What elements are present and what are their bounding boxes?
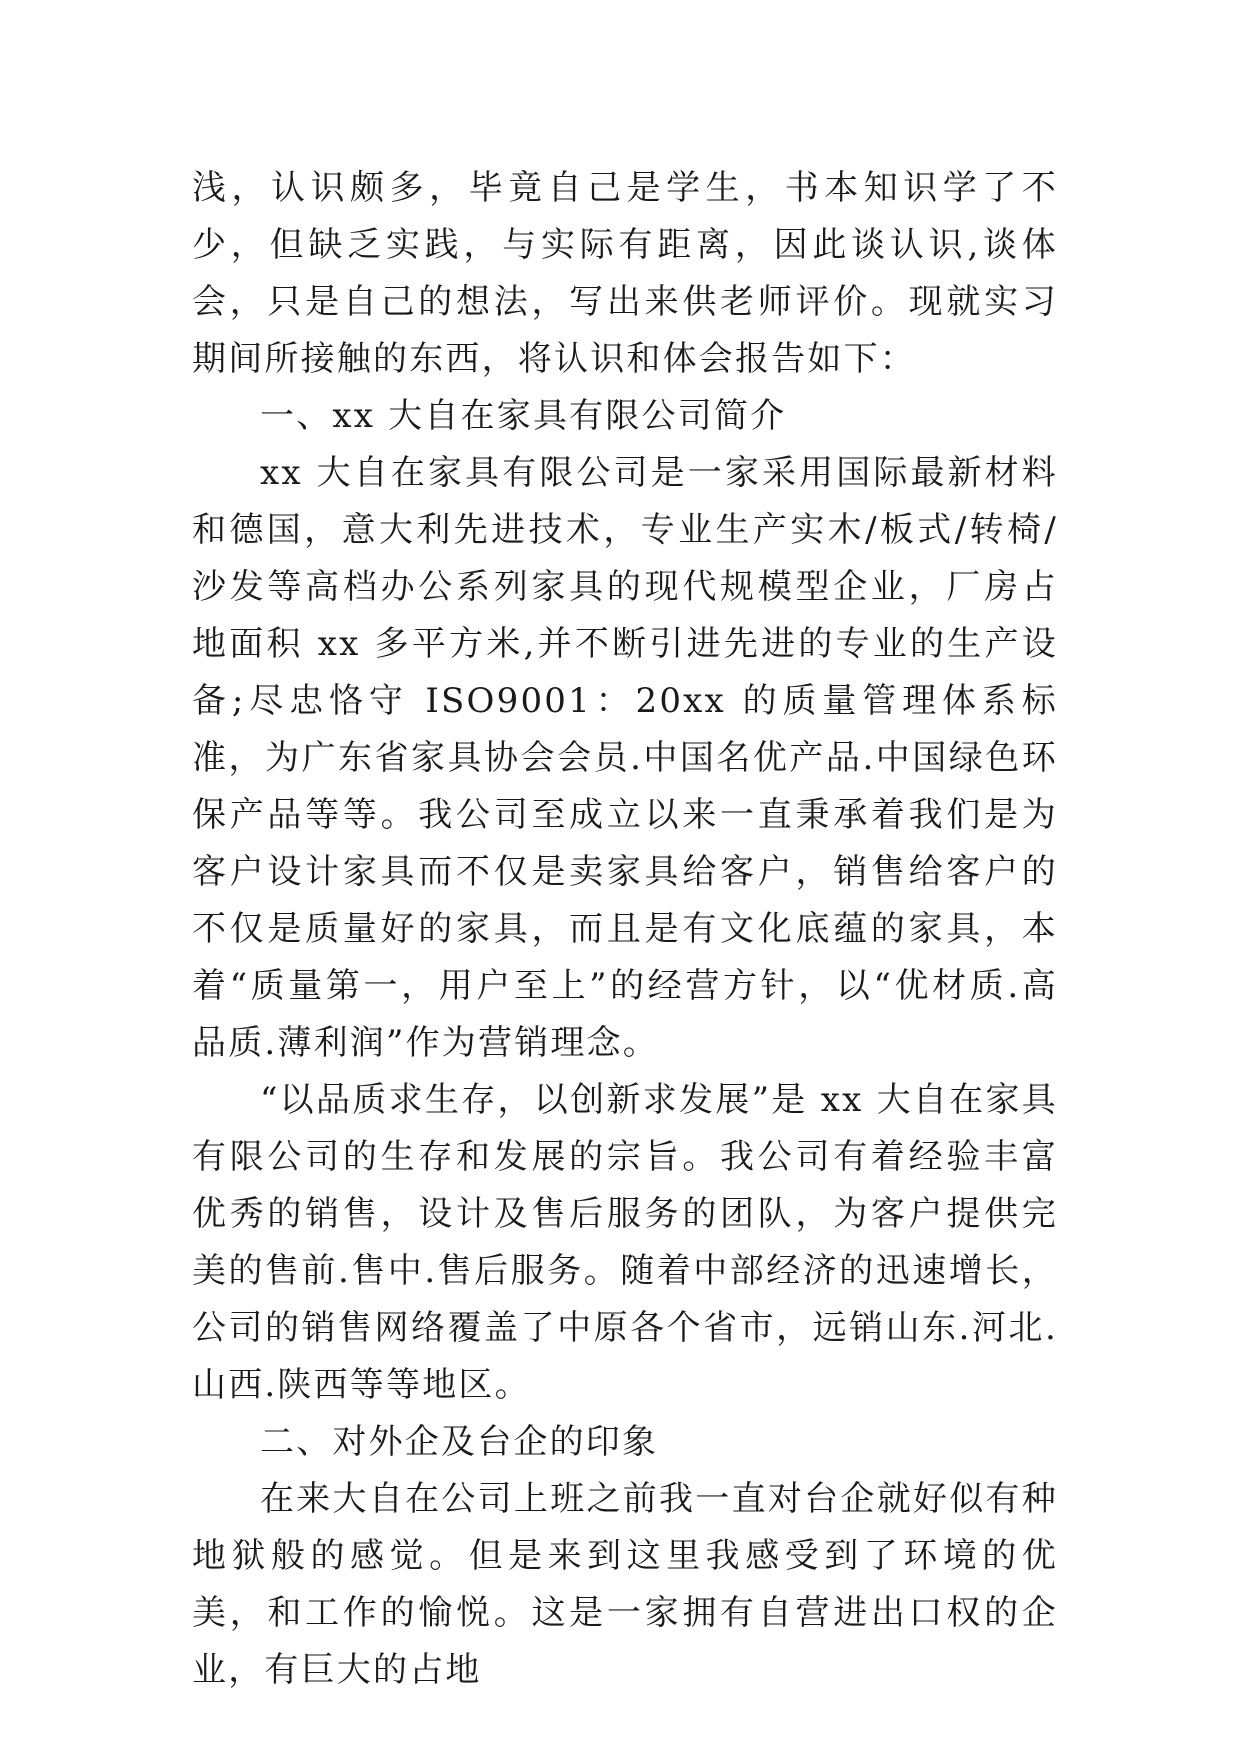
paragraph-company-intro: xx 大自在家具有限公司是一家采用国际最新材料和德国，意大利先进技术，专业生产实木/板式/转椅/沙发等高档办公系列家具的现代规模型企业，厂房占地面积 xx 多平方米,并不断引进先进的专业的生产设备;尽忠恪守 ISO9001：20xx 的质量管理体系标准，为广东省家具协会会员.中国名优产品.中国绿色环保产品等等。我公司至成立以来一直秉承着我们是为客户设计家具而不仅是卖家具给客户，销售给客户的不仅是质量好的家具，而且是有文化底蕴的家具，本着“质量第一，用户至上”的经营方针，以“优材质.高品质.薄利润”作为营销理念。 xyxy=(192,453,1058,1063)
document-body xyxy=(192,160,1058,1699)
paragraph-impression: 在来大自在公司上班之前我一直对台企就好似有种地狱般的感觉。但是来到这里我感受到了环境的优美，和工作的愉悦。这是一家拥有自营进出口权的企业，有巨大的占地 xyxy=(192,1479,1058,1690)
section-heading-1: 一、xx 大自在家具有限公司简介 xyxy=(260,396,787,436)
paragraph-continuation: 浅，认识颇多，毕竟自己是学生，书本知识学了不少，但缺乏实践，与实际有距离，因此谈认识,谈体会，只是自己的想法，写出来供老师评价。现就实习期间所接触的东西，将认识和体会报告如下： xyxy=(192,168,1058,379)
section-heading-2: 二、对外企及台企的印象 xyxy=(260,1422,659,1462)
paragraph-company-mission: “以品质求生存，以创新求发展”是 xx 大自在家具有限公司的生存和发展的宗旨。我公司有着经验丰富优秀的销售，设计及售后服务的团队，为客户提供完美的售前.售中.售后服务。随着中部经济的迅速增长，公司的销售网络覆盖了中原各个省市，远销山东.河北.山西.陕西等等地区。 xyxy=(192,1080,1058,1405)
